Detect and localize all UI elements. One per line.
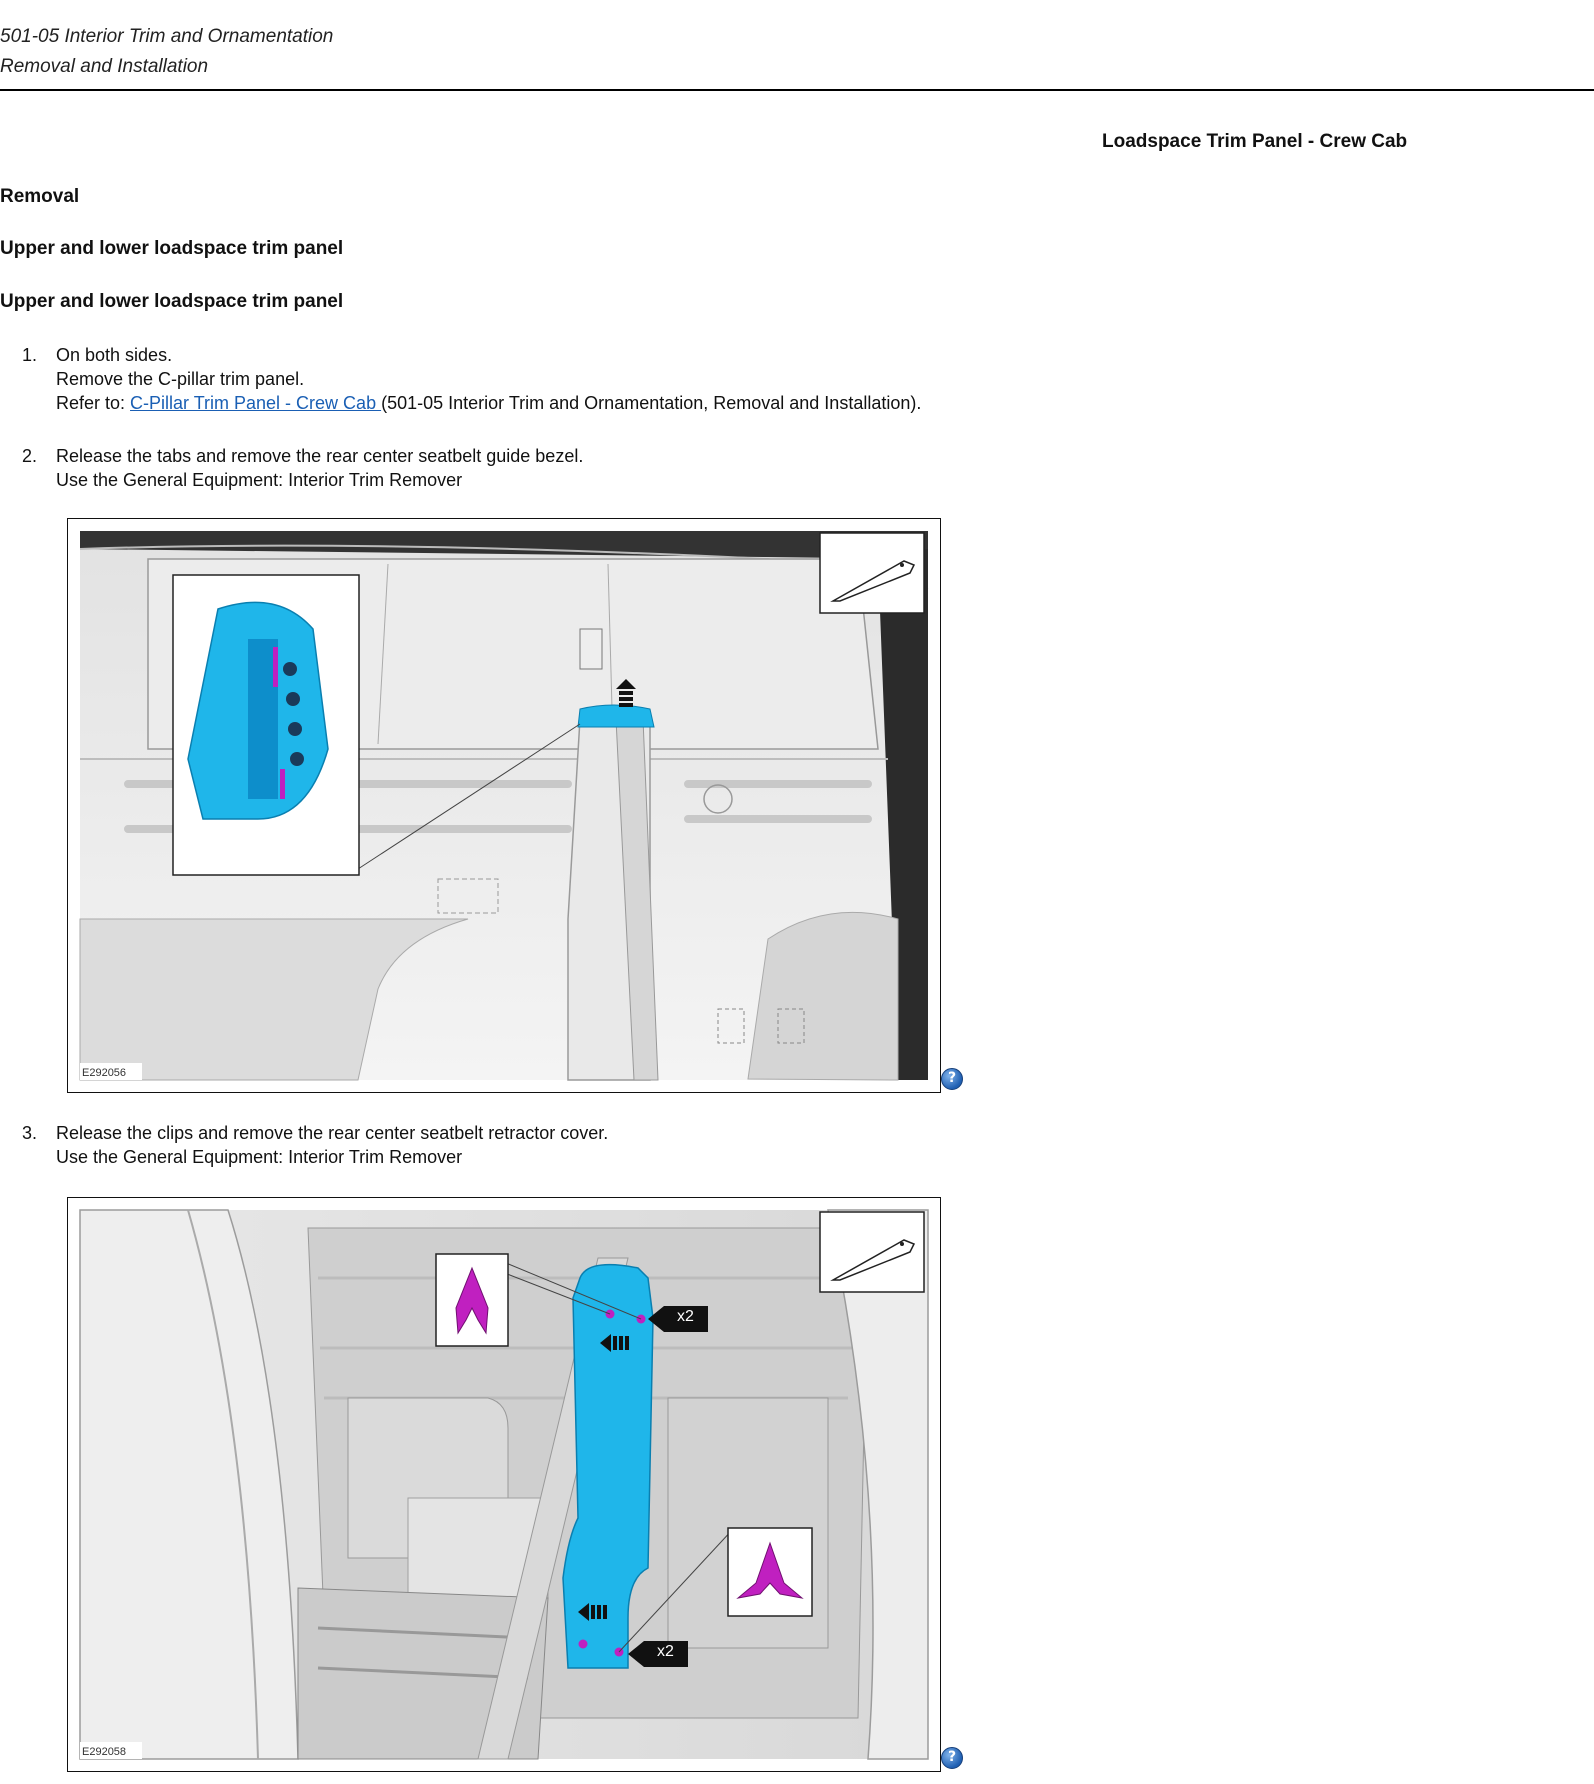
help-icon[interactable]: ?	[941, 1068, 963, 1090]
help-icon[interactable]: ?	[941, 1747, 963, 1769]
step-number: 1.	[22, 345, 38, 365]
illustration-seatbelt-guide-bezel	[68, 519, 939, 1091]
figure-id: E292056	[82, 1067, 127, 1079]
figure-id: E292058	[82, 1746, 127, 1758]
subsection-heading: Upper and lower loadspace trim panel	[0, 238, 344, 259]
figure-seatbelt-retractor-cover	[67, 1197, 941, 1772]
step-text: Use the General Equipment: Interior Trim Remover	[56, 1147, 463, 1167]
callout-x2-upper: x2	[677, 1308, 694, 1325]
step-reference: Refer to: C-Pillar Trim Panel - Crew Cab (501-05 Interior Trim and Ornamentation, Removal and Installation).	[56, 393, 922, 413]
step-3	[0, 1121, 1000, 1169]
header-procedure-type: Removal and Installation	[0, 56, 209, 77]
section-heading-removal: Removal	[0, 186, 80, 207]
procedure-steps	[0, 343, 1000, 492]
step-text: Release the clips and remove the rear center seatbelt retractor cover.	[56, 1123, 609, 1143]
header-section-title: 501-05 Interior Trim and Ornamentation	[0, 26, 334, 47]
header-divider	[0, 89, 1594, 91]
step-text: Release the tabs and remove the rear center seatbelt guide bezel.	[56, 446, 584, 466]
callout-x2-lower: x2	[657, 1643, 674, 1660]
step-number: 2.	[22, 446, 38, 466]
step-number: 3.	[22, 1123, 38, 1143]
step-text: Remove the C-pillar trim panel.	[56, 369, 305, 389]
procedure-steps	[0, 1121, 1000, 1169]
subsection-heading: Upper and lower loadspace trim panel	[0, 291, 344, 312]
page-title: Loadspace Trim Panel - Crew Cab	[1102, 131, 1408, 152]
step-text: On both sides.	[56, 345, 173, 365]
document-header	[0, 22, 333, 82]
reference-link-c-pillar-trim-panel[interactable]: C-Pillar Trim Panel - Crew Cab	[130, 393, 382, 413]
figure-seatbelt-guide-bezel	[67, 518, 941, 1093]
illustration-seatbelt-retractor-cover	[68, 1198, 939, 1770]
step-1	[0, 343, 1000, 415]
step-2	[0, 444, 1000, 492]
step-text: Use the General Equipment: Interior Trim Remover	[56, 470, 463, 490]
